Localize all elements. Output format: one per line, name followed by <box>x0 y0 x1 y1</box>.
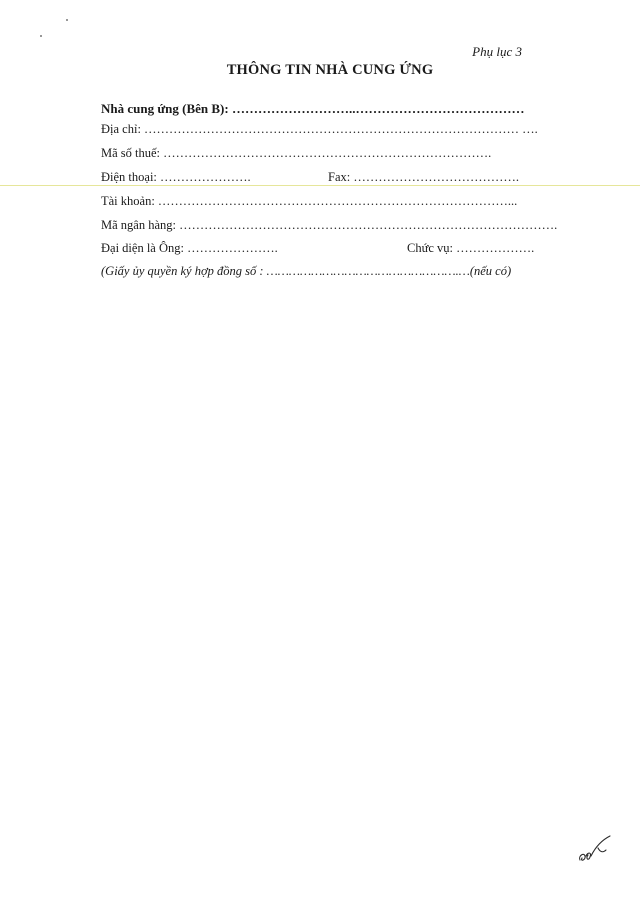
fax-field: Fax: …………………………………. <box>328 170 519 184</box>
signature-initials <box>576 834 616 868</box>
address-field: Địa chỉ: ……………………………………………………………………………… …. <box>101 122 538 136</box>
scan-speck <box>40 35 42 37</box>
representative-field: Đại diện là Ông: …………………. <box>101 241 278 255</box>
scan-highlight-line <box>0 185 640 186</box>
scan-speck <box>66 19 68 21</box>
supplier-field: Nhà cung ứng (Bên B): ………………………..………………………………… <box>101 101 525 116</box>
title-text: THÔNG TIN NHÀ CUNG ỨNG <box>226 62 434 78</box>
authorization-note: (Giấy ủy quyền ký hợp đồng số : …………………………………………….…(nếu có) <box>101 264 512 278</box>
page-title <box>0 62 640 79</box>
appendix-label: Phụ lục 3 <box>472 44 522 59</box>
account-field: Tài khoản: …………………………………………………………………………... <box>101 194 518 208</box>
position-field: Chức vụ: ………………. <box>407 241 535 255</box>
phone-field: Điện thoại: …………………. <box>101 170 251 184</box>
tax-code-field: Mã số thuế: ……………………………………………………………………. <box>101 146 492 160</box>
bank-code-field: Mã ngân hàng: ………………………………………………………………………………. <box>101 218 558 232</box>
